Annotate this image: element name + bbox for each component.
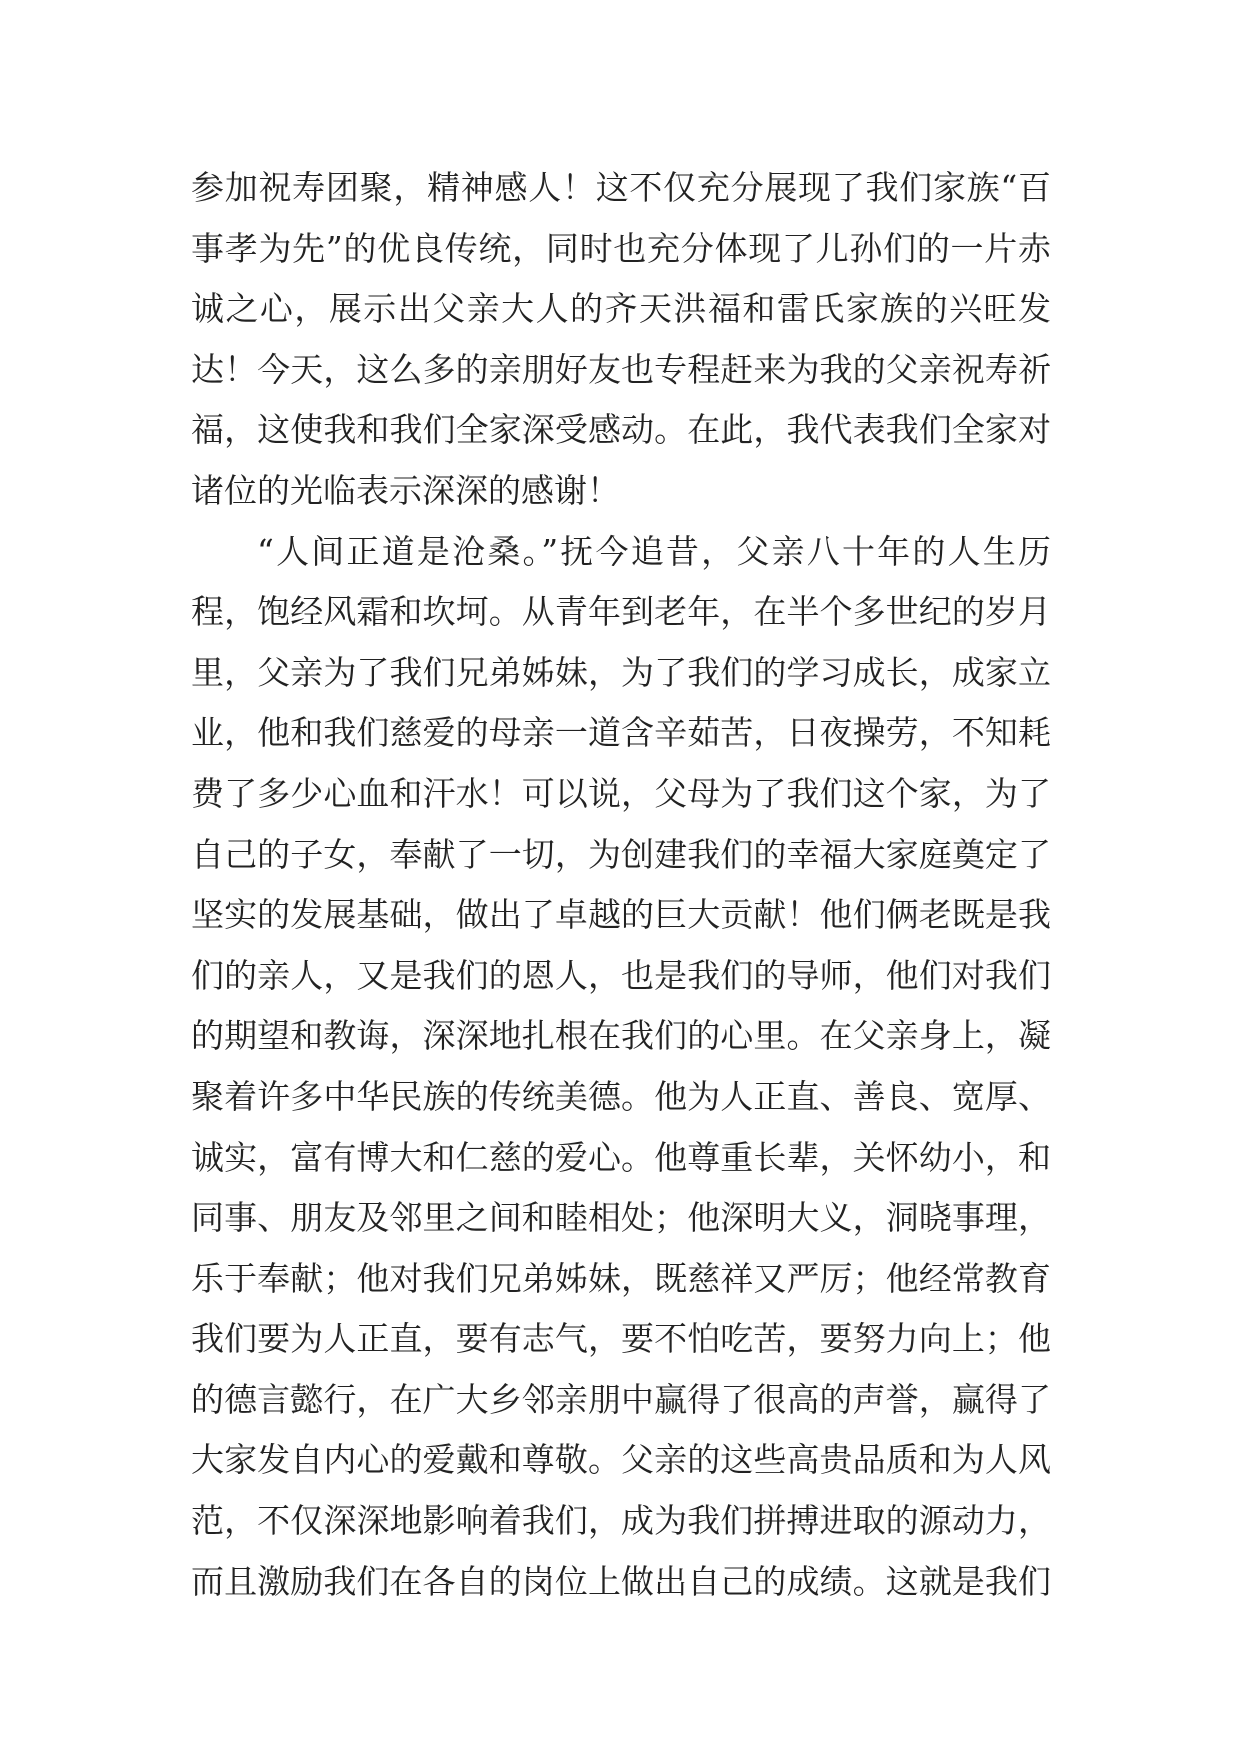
text-line: 达！今天，这么多的亲朋好友也专程赶来为我的父亲祝寿祈	[191, 349, 1051, 389]
text-line: 里，父亲为了我们兄弟姊妹，为了我们的学习成长，成家立	[191, 652, 1051, 692]
text-line: 费了多少心血和汗水！可以说，父母为了我们这个家，为了	[191, 773, 1051, 813]
text-line: 自己的子女，奉献了一切，为创建我们的幸福大家庭奠定了	[191, 834, 1051, 874]
text-line: 诚之心，展示出父亲大人的齐天洪福和雷氏家族的兴旺发	[191, 289, 1051, 329]
text-line: 诸位的光临表示深深的感谢！	[191, 470, 620, 510]
text-line: 聚着许多中华民族的传统美德。他为人正直、善良、宽厚、	[191, 1076, 1051, 1116]
text-line: 事孝为先”的优良传统，同时也充分体现了儿孙们的一片赤	[191, 228, 1051, 268]
text-line: 范，不仅深深地影响着我们，成为我们拼搏进取的源动力，	[191, 1501, 1051, 1541]
text-line: 们的亲人，又是我们的恩人，也是我们的导师，他们对我们	[191, 955, 1051, 995]
text-line: 同事、朋友及邻里之间和睦相处；他深明大义，洞晓事理，	[191, 1198, 1051, 1238]
body-text	[191, 158, 1071, 1612]
text-line: 的期望和教诲，深深地扎根在我们的心里。在父亲身上，凝	[191, 1016, 1051, 1056]
text-line: 乐于奉献；他对我们兄弟姊妹，既慈祥又严厉；他经常教育	[191, 1258, 1051, 1298]
text-line: 参加祝寿团聚，精神感人！这不仅充分展现了我们家族“百	[191, 168, 1051, 207]
text-line: 我们要为人正直，要有志气，要不怕吃苦，要努力向上；他	[191, 1319, 1051, 1359]
text-line: 而且激励我们在各自的岗位上做出自己的成绩。这就是我们	[191, 1561, 1051, 1601]
text-line: 业，他和我们慈爱的母亲一道含辛茹苦，日夜操劳，不知耗	[191, 713, 1051, 753]
text-line: 大家发自内心的爱戴和尊敬。父亲的这些高贵品质和为人风	[191, 1440, 1051, 1480]
text-line: 诚实，富有博大和仁慈的爱心。他尊重长辈，关怀幼小，和	[191, 1137, 1051, 1177]
text-line: 福，这使我和我们全家深受感动。在此，我代表我们全家对	[191, 410, 1051, 450]
text-line: 程，饱经风霜和坎坷。从青年到老年，在半个多世纪的岁月	[191, 592, 1051, 632]
text-line: 坚实的发展基础，做出了卓越的巨大贡献！他们俩老既是我	[191, 895, 1051, 935]
text-line: “人间正道是沧桑。”抚今追昔，父亲八十年的人生历	[257, 531, 1051, 571]
text-line: 的德言懿行，在广大乡邻亲朋中赢得了很高的声誉，赢得了	[191, 1379, 1051, 1419]
